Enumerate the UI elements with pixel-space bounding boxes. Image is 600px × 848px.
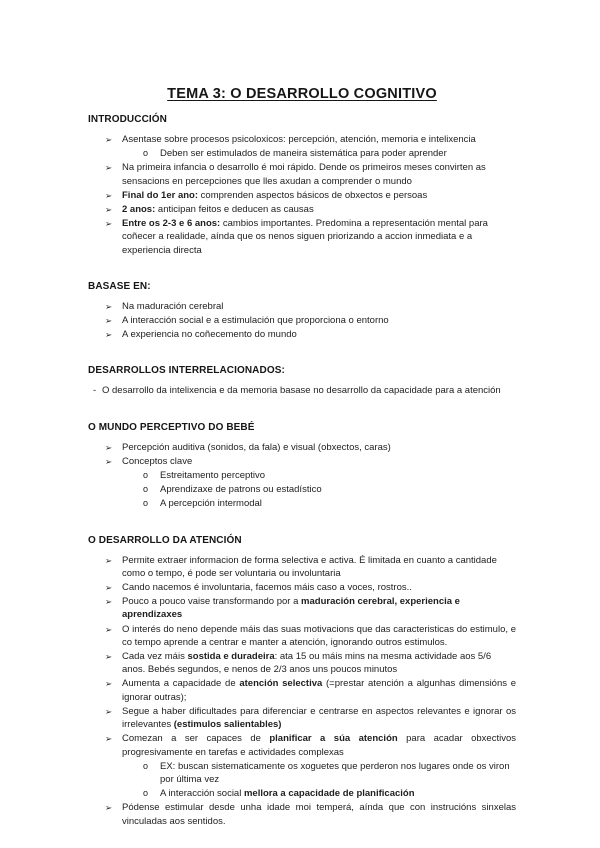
list-item [105, 650, 516, 676]
doc-section-3 [88, 365, 516, 397]
item-text: Cando nacemos é involuntaria, facemos máis caso a voces, rostros.. [122, 582, 412, 594]
item-text: A interacción social mellora a capacidade de planificación [160, 788, 415, 800]
item-text: A experiencia no coñecemento do mundo [122, 329, 297, 341]
arrow-bullet-icon: ➢ [105, 134, 113, 145]
item-text: Entre os 2-3 e 6 anos: cambios importantes. Predomina a representación mental para coñecer a realidade, aínda que os nenos siguen priorizando a accion inmediata e a experiencia directa [122, 218, 488, 256]
circle-bullet-icon: o [143, 470, 149, 481]
arrow-bullet-icon: ➢ [105, 315, 113, 326]
list-item [105, 133, 516, 146]
section-heading: BASASE EN: [88, 280, 151, 292]
list-item [143, 147, 516, 160]
arrow-bullet-icon: ➢ [105, 204, 113, 215]
list-item [105, 189, 516, 202]
item-text: Comezan a ser capaces de planificar a súa atención para acadar obxectivos progresivamente en tarefas e actividades complexas [122, 733, 516, 758]
item-text: O interés do neno depende máis das suas motivacions que das caracteristicas do estimulo, e co tempo aprende a centrar e manter a atención, ignorando outros estimulos. [122, 623, 516, 648]
item-text: Deben ser estimulados de maneira sistemática para poder aprender [160, 148, 447, 160]
doc-section-2 [88, 281, 516, 342]
list-item [105, 677, 516, 703]
list-item [105, 203, 516, 216]
section-heading: DESARROLLOS INTERRELACIONADOS: [88, 365, 285, 377]
list-item [143, 760, 516, 786]
list-item [105, 300, 516, 313]
item-text: Pouco a pouco vaise transformando por a maduración cerebral, experiencia e aprendizaxes [122, 596, 460, 621]
arrow-bullet-icon: ➢ [105, 162, 113, 173]
item-text: Na maduración cerebral [122, 300, 224, 312]
item-text: A percepción intermodal [160, 498, 262, 510]
arrow-bullet-icon: ➢ [105, 596, 113, 607]
circle-bullet-icon: o [143, 788, 149, 799]
list-item [143, 787, 516, 800]
arrow-bullet-icon: ➢ [105, 329, 113, 340]
arrow-bullet-icon: ➢ [105, 190, 113, 201]
list-item [105, 595, 516, 621]
arrow-bullet-icon: ➢ [105, 555, 113, 566]
doc-section-1 [88, 114, 516, 257]
arrow-bullet-icon: ➢ [105, 733, 113, 744]
item-text: A interacción social e a estimulación que proporciona o entorno [122, 315, 389, 327]
arrow-bullet-icon: ➢ [105, 442, 113, 453]
list-item [105, 217, 516, 257]
item-text: Aprendizaxe de patrons ou estadístico [160, 484, 322, 496]
doc-section-5 [88, 535, 516, 828]
arrow-bullet-icon: ➢ [105, 456, 113, 467]
list-item [105, 581, 516, 594]
item-text: 2 anos: anticipan feitos e deducen as causas [122, 204, 314, 216]
list-item [143, 483, 516, 496]
item-text: Pódense estimular desde unha idade moi temperá, aínda que con instrucións sinxelas vinculadas aos sentidos. [122, 802, 516, 827]
section-heading: O DESARROLLO DA ATENCIÓN [88, 534, 242, 546]
sections [88, 114, 516, 828]
item-text: Final do 1er ano: comprenden aspectos básicos de obxectos e persoas [122, 189, 428, 201]
arrow-bullet-icon: ➢ [105, 651, 113, 662]
item-text: Aumenta a capacidade de atención selectiva (=prestar atención a algunhas dimensións e ignorar outras); [122, 678, 516, 703]
item-text: Cada vez máis sostida e duradeira: ata 15 ou máis mins na mesma actividade aos 5/6 anos. Bebés segundos, e nenos de 2/3 anos uns poucos minutos [122, 651, 492, 676]
list-item [105, 328, 516, 341]
list-item [105, 441, 516, 454]
item-text: Percepción auditiva (sonidos, da fala) e visual (obxectos, caras) [122, 441, 391, 453]
arrow-bullet-icon: ➢ [105, 301, 113, 312]
page-title: TEMA 3: O DESARROLLO COGNITIVO [167, 86, 437, 102]
list-item [105, 732, 516, 758]
circle-bullet-icon: o [143, 760, 149, 771]
list-item [105, 161, 516, 187]
list-item [93, 384, 516, 397]
item-text: Na primeira infancia o desarrollo é moi rápido. Dende os primeiros meses convirten as sensacions en percepciones que lles axudan a comprender o mundo [122, 162, 486, 187]
list-item [105, 801, 516, 827]
item-text: Asentase sobre procesos psicoloxicos: percepción, atención, memoria e intelixencia [122, 134, 476, 145]
section-heading: O MUNDO PERCEPTIVO DO BEBÉ [88, 421, 255, 433]
list-item [143, 497, 516, 510]
arrow-bullet-icon: ➢ [105, 582, 113, 593]
list-item [105, 554, 516, 580]
section-heading: INTRODUCCIÓN [88, 114, 167, 125]
list-item [143, 469, 516, 482]
list-item [105, 314, 516, 327]
item-text: Estreitamento perceptivo [160, 470, 266, 482]
arrow-bullet-icon: ➢ [105, 678, 113, 689]
circle-bullet-icon: o [143, 498, 149, 509]
list-item [105, 623, 516, 649]
item-text: Permite extraer informacion de forma selectiva e activa. É limitada en cuanto a cantidade como o tempo, é pode ser voluntaria ou involuntaria [122, 554, 497, 579]
circle-bullet-icon: o [143, 148, 149, 159]
item-text: O desarrollo da intelixencia e da memoria basase no desarrollo da capacidade para a atención [102, 385, 501, 397]
arrow-bullet-icon: ➢ [105, 706, 113, 717]
list-item [105, 705, 516, 731]
list-item [105, 455, 516, 468]
doc-section-4 [88, 422, 516, 511]
arrow-bullet-icon: ➢ [105, 218, 113, 229]
arrow-bullet-icon: ➢ [105, 802, 113, 813]
item-text: EX: buscan sistematicamente os xoguetes que perderon nos lugares onde os viron por última vez [160, 760, 510, 785]
circle-bullet-icon: o [143, 484, 149, 495]
dash-bullet-icon: - [93, 385, 97, 397]
item-text: Conceptos clave [122, 455, 193, 467]
arrow-bullet-icon: ➢ [105, 624, 113, 635]
item-text: Segue a haber dificultades para diferenciar e centrarse en aspectos relevantes e ignorar os irrelevantes (estimulos salientables) [122, 705, 516, 731]
